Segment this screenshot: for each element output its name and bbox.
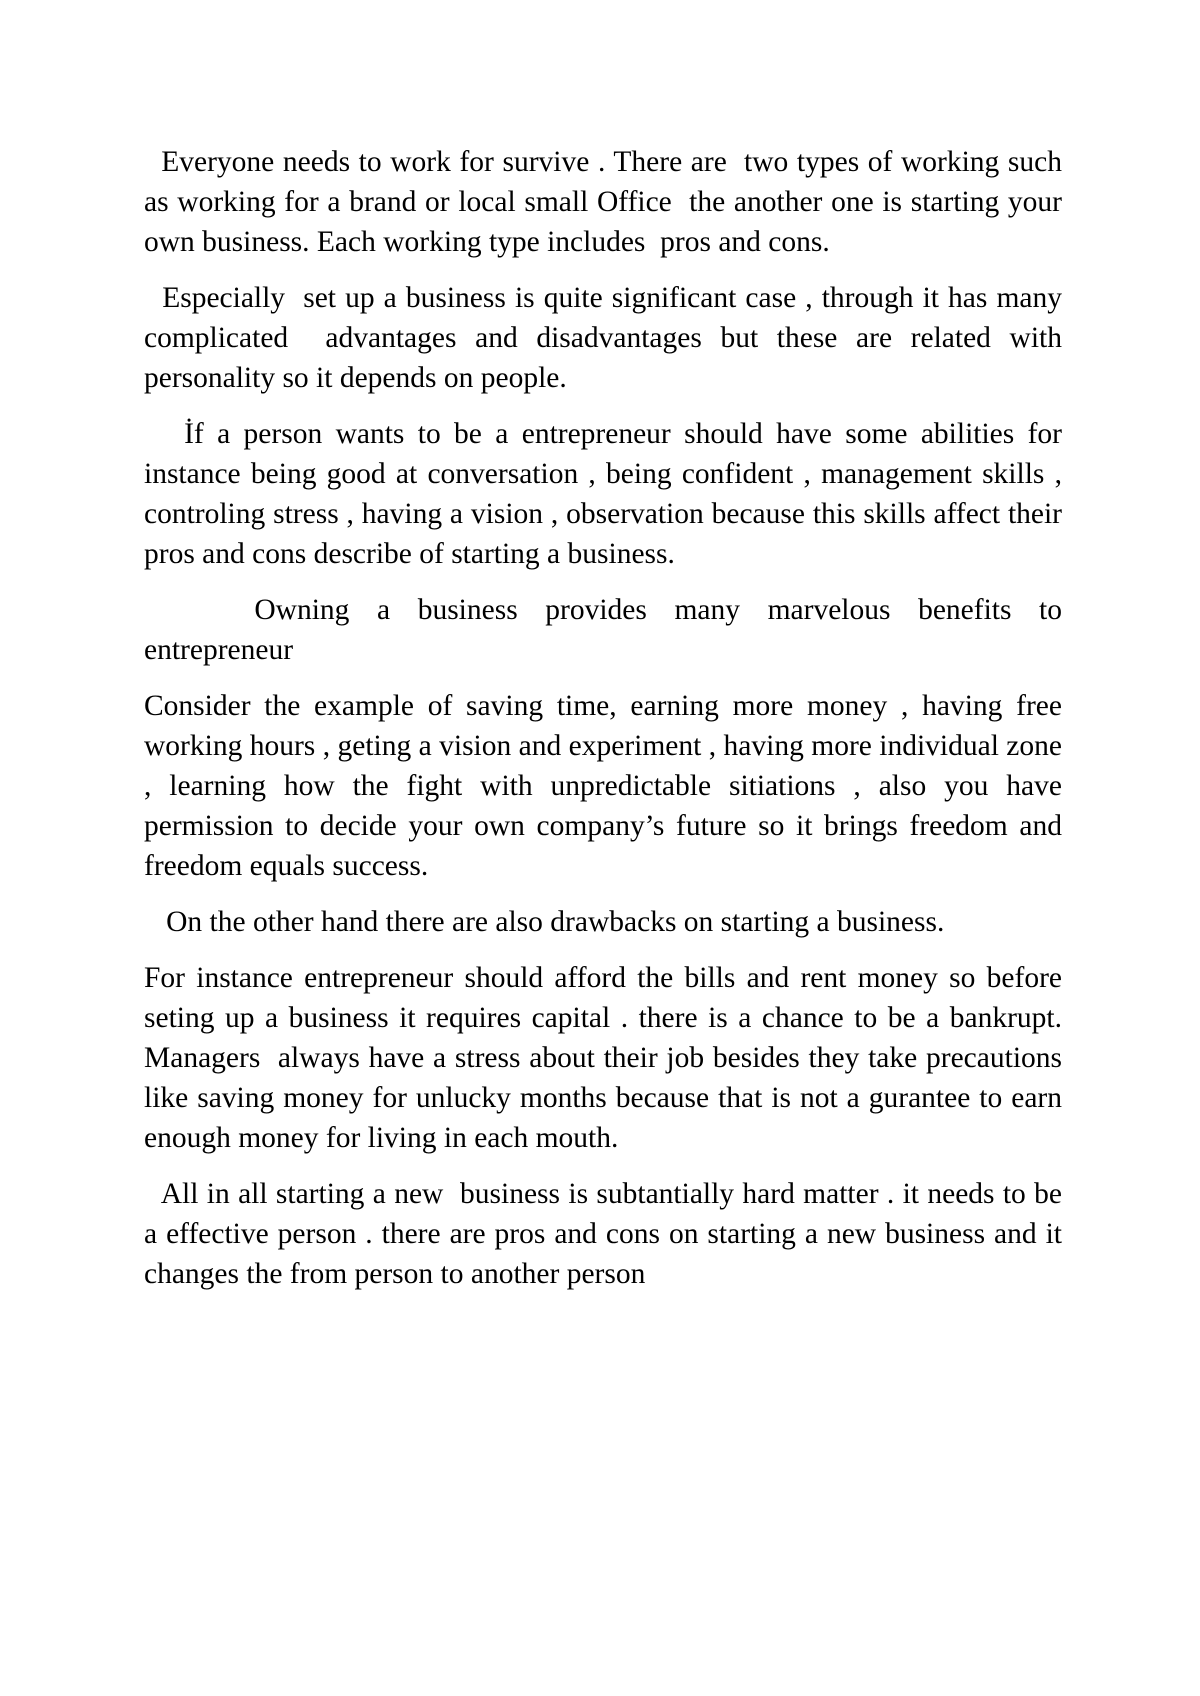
essay-body bbox=[144, 142, 1077, 1310]
paragraph-benefits: Consider the example of saving time, earning more money , having free working hours , geting a vision and experiment , having more individual zone , learning how the fight with unpredictable sitiations , also you have permission to decide your own company’s future so it brings freedom and freedom equals success. bbox=[144, 690, 1077, 882]
paragraph-drawbacks: For instance entrepreneur should afford the bills and rent money so before seting up a business it requires capital . there is a chance to be a bankrupt. Managers always have a stress about their job besides they take precautions like saving money for unlucky months because that is not a gurantee to earn enough money for living in each mouth. bbox=[144, 962, 1077, 1154]
paragraph-personality: Especially set up a business is quite significant case , through it has many complicated advantages and disadvantages but these are related with personality so it depends on people. bbox=[144, 282, 1070, 394]
paragraph-intro: Everyone needs to work for survive . There are two types of working such as working for a brand or local small Office the another one is starting your own business. Each working type includes pros and cons. bbox=[144, 146, 1070, 258]
paragraph-abilities: İf a person wants to be a entrepreneur should have some abilities for instance being good at conversation , being confident , management skills , controling stress , having a vision , observation because this skills affect their pros and cons describe of starting a business. bbox=[144, 418, 1077, 570]
paragraph-conclusion: All in all starting a new business is subtantially hard matter . it needs to be a effective person . there are pros and cons on starting a new business and it changes the from person to another person bbox=[144, 1178, 1070, 1290]
paragraph-drawbacks-intro: On the other hand there are also drawbacks on starting a business. bbox=[144, 906, 945, 938]
paragraph-benefits-intro: Owning a business provides many marvelous benefits to entrepreneur bbox=[144, 594, 1070, 666]
